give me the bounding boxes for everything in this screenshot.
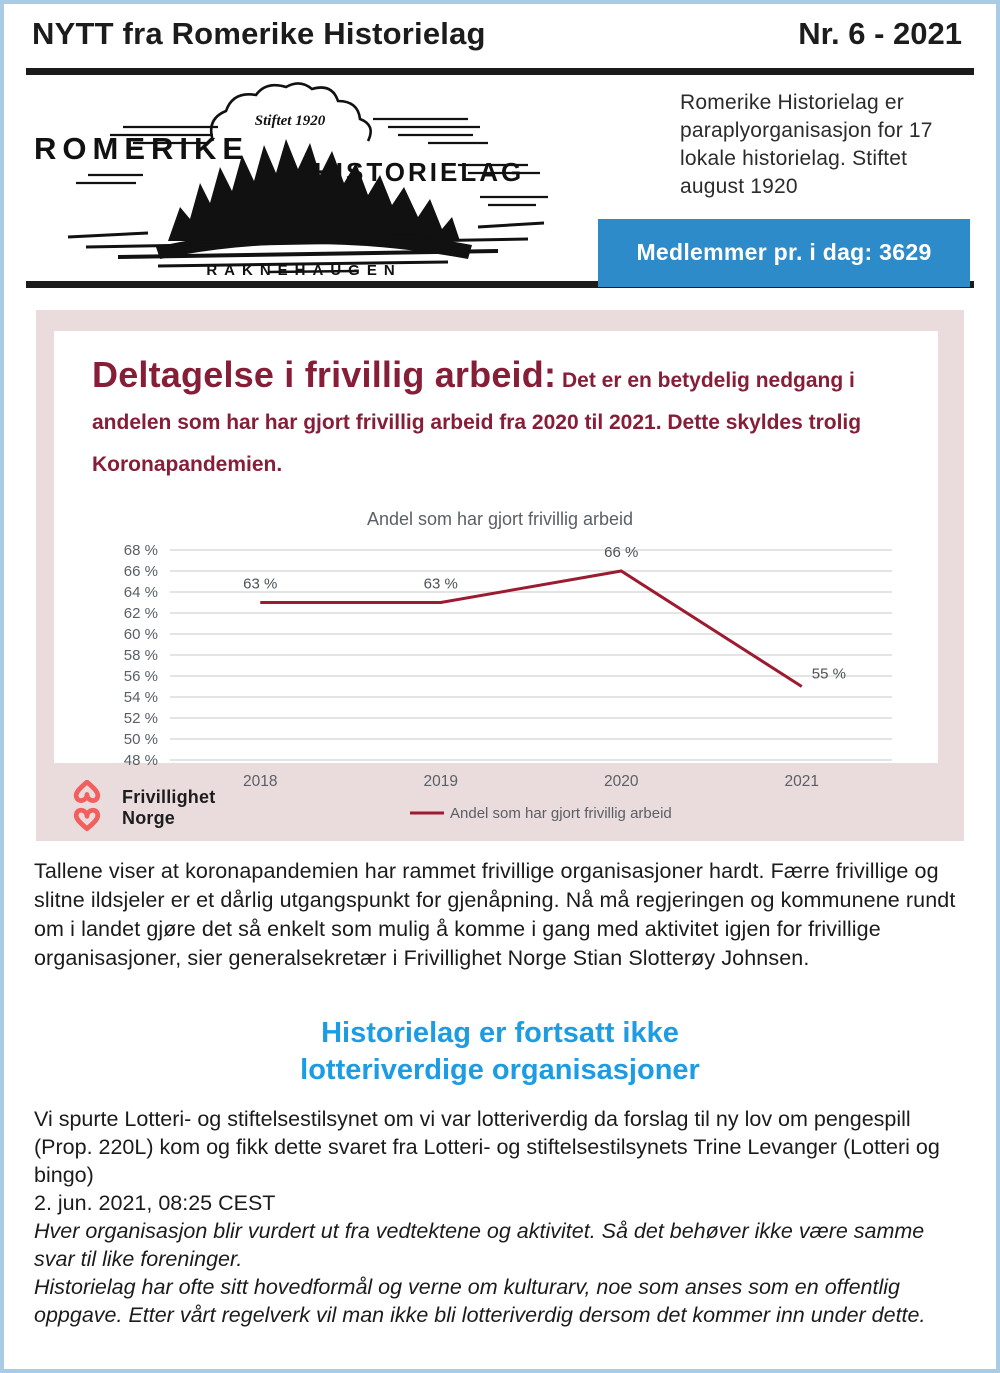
logo-caption: RAKNEHAUGEN (206, 262, 402, 277)
about-text: Romerike Historielag er paraplyorganisasjon for 17 lokale historielag. Stiftet august 1920 (680, 91, 933, 198)
section-heading-line2: lotteriverdige organisasjoner (300, 1054, 700, 1086)
x-tick-label: 2019 (423, 773, 458, 790)
data-label: 63 % (423, 575, 458, 593)
letter-quote-2: Historielag har ofte sitt hovedformål og verne om kulturarv, noe som anses som en offentlig oppgave. Etter vårt regelverk vil man ikke bli lotteriverdig dersom det kommer inn under dette. (34, 1275, 926, 1327)
x-tick-label: 2018 (243, 773, 278, 790)
newsletter-header (4, 4, 996, 52)
members-banner: Medlemmer pr. i dag: 3629 (598, 219, 970, 287)
chart-title: Andel som har gjort frivillig arbeid (366, 509, 634, 529)
infographic-subheadline: Det er en betydelig nedgang i andelen som har har gjort frivillig arbeid fra 2020 til 2021. Dette skyldes trolig Koronapandemien. (92, 369, 862, 476)
y-tick-label: 62 % (123, 605, 158, 622)
romerike-historielag-logo (28, 79, 580, 277)
y-tick-label: 54 % (123, 689, 158, 706)
y-tick-label: 50 % (123, 731, 158, 748)
data-label: 66 % (604, 544, 639, 561)
frivillighet-norge-wordmark (122, 787, 215, 829)
y-tick-label: 58 % (123, 647, 158, 664)
y-tick-label: 52 % (123, 710, 158, 727)
letter-timestamp: 2. jun. 2021, 08:25 CEST (34, 1191, 276, 1215)
data-label: 63 % (243, 575, 278, 593)
fn-wordmark-line1: Frivillighet (122, 787, 216, 807)
legend-label: Andel som har gjort frivillig arbeid (450, 805, 672, 822)
letter-quote-1: Hver organisasjon blir vurdert ut fra vedtektene og aktivitet. Så det behøver ikke være samme svar til like foreninger. (34, 1219, 925, 1271)
infographic-headline-block (92, 355, 908, 487)
infographic-headline: Deltagelse i frivillig arbeid: (92, 354, 557, 395)
section-heading-line1: Historielag er fortsatt ikke (321, 1017, 679, 1049)
logo-name-right: HISTORIELAG (314, 157, 525, 187)
y-tick-label: 60 % (123, 626, 158, 643)
fn-wordmark-line2: Norge (122, 808, 176, 828)
series-line (260, 571, 802, 687)
data-label: 55 % (811, 665, 846, 683)
logo-name-left: ROMERIKE (34, 131, 250, 166)
y-tick-label: 66 % (123, 563, 158, 580)
masthead (4, 75, 996, 281)
newsletter-title: NYTT fra Romerike Historielag (32, 16, 486, 51)
masthead-right-column (580, 79, 970, 281)
y-tick-label: 48 % (123, 752, 158, 769)
x-tick-label: 2021 (784, 773, 819, 790)
divider-rule-top (26, 68, 974, 75)
body-paragraph: Tallene viser at koronapandemien har rammet frivillige organisasjoner hardt. Færre frivillige og slitne ildsjeler er et dårlig utgangspunkt for gjenåpning. Nå må regjeringen og kommunene rundt om i landet gjøre det så enkelt som mulig å komme i gang med aktivitet igjen for frivillige organisasjoner, sier generalsekretær i Frivillighet Norge Stian Slotterøy Johnsen. (34, 859, 956, 970)
letter-intro: Vi spurte Lotteri- og stiftelsestilsynet om vi var lotteriverdig da forslag til ny lov om pengespill (Prop. 220L) kom og fikk dette svaret fra Lotteri- og stiftelsestilsynets Trine Levanger (Lotteri og bingo) (34, 1107, 940, 1187)
issue-number: Nr. 6 - 2021 (798, 16, 962, 51)
logo-motto: Stiftet 1920 (254, 113, 326, 129)
infographic-panel (36, 310, 964, 841)
section-heading (4, 1015, 996, 1089)
letter-block (34, 1105, 966, 1329)
double-heart-icon (66, 780, 108, 836)
y-tick-label: 56 % (123, 668, 158, 685)
y-tick-label: 64 % (123, 584, 158, 601)
x-tick-label: 2020 (604, 773, 639, 790)
y-tick-label: 68 % (123, 542, 158, 559)
